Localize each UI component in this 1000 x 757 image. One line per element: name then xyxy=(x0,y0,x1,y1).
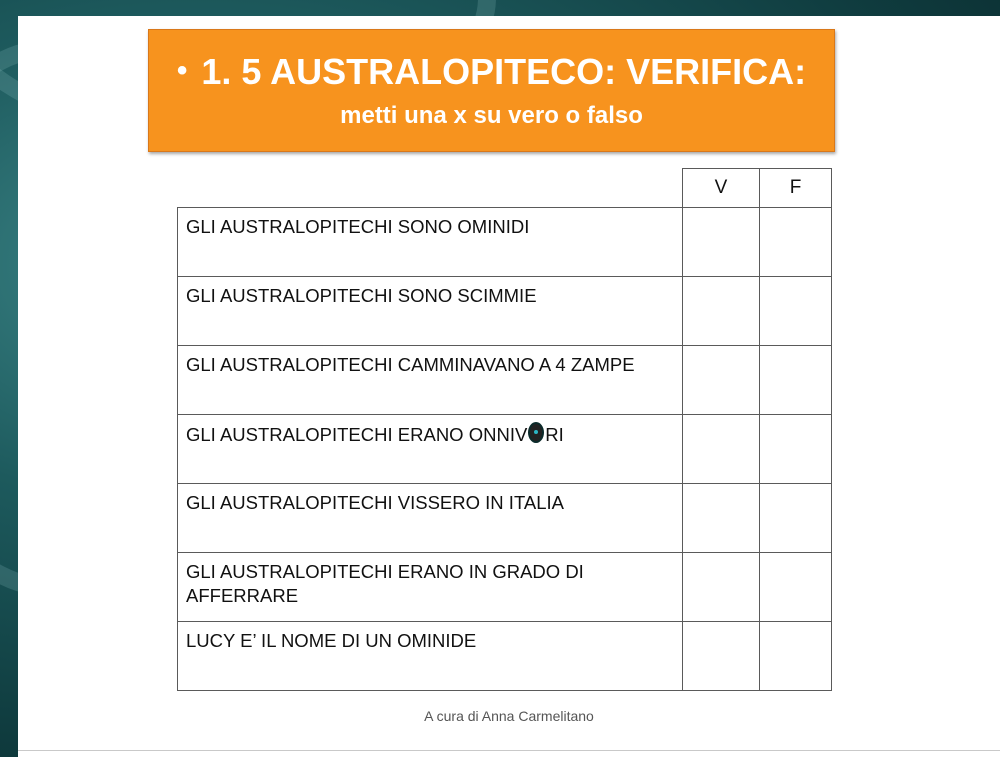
slide-footer: A cura di Anna Carmelitano xyxy=(424,708,594,724)
statement-text-start: GLI AUSTRALOPITECHI ERANO ONNIV xyxy=(186,424,528,445)
table-header-row xyxy=(178,169,832,208)
vero-checkbox-cell[interactable] xyxy=(683,553,760,622)
header-falso: F xyxy=(760,169,832,208)
footer-divider xyxy=(18,750,1000,751)
vero-checkbox-cell[interactable] xyxy=(683,346,760,415)
table-row xyxy=(178,346,832,415)
table-row xyxy=(178,553,832,622)
title-line xyxy=(149,52,834,95)
falso-checkbox-cell[interactable] xyxy=(760,415,832,484)
bullet-dot-icon: • xyxy=(176,54,188,87)
statement-cell: GLI AUSTRALOPITECHI ERANO IN GRADO DI AFFERRARE xyxy=(178,553,683,622)
falso-checkbox-cell[interactable] xyxy=(760,484,832,553)
statement-cell xyxy=(178,415,683,484)
slide-subtitle: metti una x su vero o falso xyxy=(340,102,643,129)
falso-checkbox-cell[interactable] xyxy=(760,208,832,277)
table-row xyxy=(178,277,832,346)
statement-cell: GLI AUSTRALOPITECHI VISSERO IN ITALIA xyxy=(178,484,683,553)
true-false-table xyxy=(177,168,832,691)
falso-checkbox-cell[interactable] xyxy=(760,277,832,346)
vero-checkbox-cell[interactable] xyxy=(683,484,760,553)
vero-checkbox-cell[interactable] xyxy=(683,622,760,691)
slide-title: 1. 5 AUSTRALOPITECO: VERIFICA: xyxy=(201,51,807,92)
falso-checkbox-cell[interactable] xyxy=(760,622,832,691)
vero-checkbox-cell[interactable] xyxy=(683,415,760,484)
mouse-cursor-dot-icon xyxy=(528,422,544,443)
statement-cell: LUCY E’ IL NOME DI UN OMINIDE xyxy=(178,622,683,691)
slide xyxy=(18,16,1000,757)
statement-cell: GLI AUSTRALOPITECHI CAMMINAVANO A 4 ZAMPE xyxy=(178,346,683,415)
table-row xyxy=(178,208,832,277)
table-row xyxy=(178,415,832,484)
vero-checkbox-cell[interactable] xyxy=(683,208,760,277)
statement-text-end: RI xyxy=(545,424,564,445)
falso-checkbox-cell[interactable] xyxy=(760,346,832,415)
vero-checkbox-cell[interactable] xyxy=(683,277,760,346)
table-row xyxy=(178,484,832,553)
falso-checkbox-cell[interactable] xyxy=(760,553,832,622)
header-empty-cell xyxy=(178,169,683,208)
header-vero: V xyxy=(683,169,760,208)
table-row xyxy=(178,622,832,691)
statement-cell: GLI AUSTRALOPITECHI SONO SCIMMIE xyxy=(178,277,683,346)
title-banner xyxy=(148,29,835,152)
statement-cell: GLI AUSTRALOPITECHI SONO OMINIDI xyxy=(178,208,683,277)
